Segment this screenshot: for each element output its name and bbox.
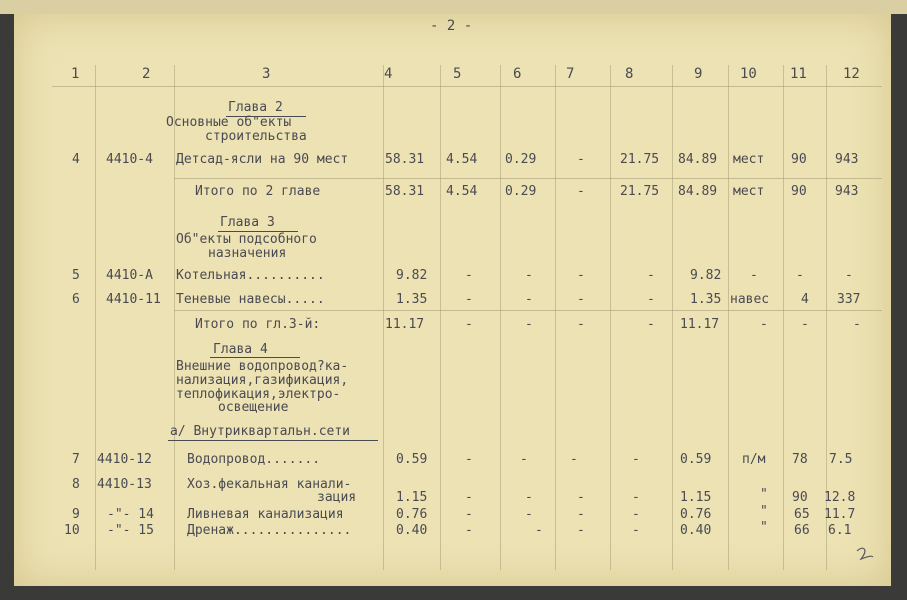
total-label: Итого по гл.3-й:	[195, 317, 321, 332]
column-header: 5	[453, 66, 462, 82]
column-header: 9	[694, 66, 703, 82]
object-name-cont: зация	[317, 490, 357, 505]
cell: 66	[794, 523, 810, 538]
row-number: 9	[72, 507, 80, 522]
row-number: 4	[72, 152, 80, 167]
cell: -	[632, 523, 640, 538]
cell: -	[465, 490, 473, 505]
column-header: 6	[513, 66, 522, 82]
object-code: 4410-12	[97, 452, 152, 467]
cell: -	[535, 523, 543, 538]
cell: -	[525, 292, 533, 307]
title-underline	[210, 357, 300, 358]
cell: -	[465, 452, 473, 467]
cell: -	[577, 184, 585, 199]
cell: -	[632, 490, 640, 505]
object-name: Детсад-ясли на 90 мест	[176, 152, 349, 167]
chapter-4-subtitle: нализация,газификация,	[176, 373, 349, 388]
column-header: 12	[843, 66, 860, 82]
cell: -	[570, 452, 578, 467]
cell: 0.59	[680, 452, 712, 467]
col-divider	[783, 65, 784, 570]
cell: -	[647, 292, 655, 307]
cell: 1.35	[690, 292, 722, 307]
col-divider	[610, 65, 611, 570]
cell: 4	[801, 292, 809, 307]
header-divider	[52, 86, 882, 87]
cell: 11.17	[680, 317, 720, 332]
col-divider	[174, 65, 175, 570]
col-divider	[555, 65, 556, 570]
cell: -	[750, 268, 758, 283]
cell: 90	[791, 152, 807, 167]
chapter-4-subtitle: Внешние водопровод?ка-	[176, 359, 349, 374]
cell: 90	[792, 490, 808, 505]
cell: "	[760, 487, 768, 502]
cell: 4.54	[446, 184, 478, 199]
chapter-2-subtitle: строительства	[205, 129, 307, 144]
total-label: Итого по 2 главе	[195, 184, 321, 199]
cell: "	[760, 504, 768, 519]
cell: -	[801, 317, 809, 332]
object-code: 4410-4	[106, 152, 153, 167]
cell: -	[465, 507, 473, 522]
cell: 1.35	[396, 292, 428, 307]
object-name: Хоз.фекальная канали-	[187, 477, 352, 492]
cell: 84.89	[678, 152, 718, 167]
cell: 0.29	[505, 184, 537, 199]
object-code: 4410-А	[106, 268, 153, 283]
row-number: 10	[64, 523, 80, 538]
object-name: Теневые навесы.....	[176, 292, 325, 307]
column-header: 1	[71, 66, 80, 82]
column-header: 10	[740, 66, 757, 82]
cell: -	[577, 507, 585, 522]
cell: -	[465, 268, 473, 283]
col-divider	[440, 65, 441, 570]
cell: 12.8	[824, 490, 856, 505]
chapter-4-title: Глава 4	[213, 342, 268, 357]
cell: -	[577, 292, 585, 307]
chapter-3-subtitle: Об"екты подсобного	[176, 232, 317, 247]
cell: -	[520, 452, 528, 467]
cell: 58.31	[385, 184, 425, 199]
column-header: 8	[625, 66, 634, 82]
cell: 0.29	[505, 152, 537, 167]
object-name: Котельная..........	[176, 268, 325, 283]
cell: 943	[835, 184, 859, 199]
column-header: 7	[566, 66, 575, 82]
cell: 9.82	[396, 268, 428, 283]
cell: -	[465, 292, 473, 307]
cell: 0.76	[396, 507, 428, 522]
cell: -	[577, 523, 585, 538]
col-divider	[500, 65, 501, 570]
cell: -	[853, 317, 861, 332]
chapter-4-subtitle: освещение	[218, 400, 289, 415]
cell: 84.89	[678, 184, 718, 199]
chapter-4-subtitle: теплофикация,электро-	[176, 387, 341, 402]
column-header: 3	[262, 66, 271, 82]
cell: 1.15	[680, 490, 712, 505]
cell: 21.75	[620, 184, 660, 199]
column-header: 11	[790, 66, 807, 82]
col-divider	[383, 65, 384, 570]
cell: 0.59	[396, 452, 428, 467]
row-divider	[174, 178, 882, 179]
cell: -	[577, 268, 585, 283]
cell: -	[525, 490, 533, 505]
row-number: 7	[72, 452, 80, 467]
row-number: 8	[72, 477, 80, 492]
row-divider	[174, 310, 882, 311]
chapter-2-title: Глава 2	[228, 100, 283, 115]
cell: -	[525, 507, 533, 522]
column-header: 2	[142, 66, 151, 82]
page-number: - 2 -	[430, 18, 473, 34]
cell: мест	[733, 152, 765, 167]
cell: 6.1	[828, 523, 852, 538]
object-code: 4410-13	[97, 477, 152, 492]
cell: -	[465, 523, 473, 538]
cell: 11.17	[385, 317, 425, 332]
cell: 1.15	[396, 490, 428, 505]
cell: -	[465, 317, 473, 332]
cell: 337	[837, 292, 861, 307]
object-code: -"- 14	[107, 507, 154, 522]
cell: мест	[733, 184, 765, 199]
cell: -	[577, 152, 585, 167]
cell: -	[845, 268, 853, 283]
col-divider	[728, 65, 729, 570]
cell: -	[632, 452, 640, 467]
object-name: Дренаж...............	[187, 523, 352, 538]
column-header: 4	[384, 66, 393, 82]
cell: 11.7	[824, 507, 856, 522]
cell: 943	[835, 152, 859, 167]
cell: 4.54	[446, 152, 478, 167]
cell: 65	[794, 507, 810, 522]
cell: -	[647, 268, 655, 283]
cell: 0.76	[680, 507, 712, 522]
cell: 7.5	[829, 452, 853, 467]
cell: -	[632, 507, 640, 522]
section-heading: а/ Внутриквартальн.сети	[170, 424, 351, 439]
cell: 90	[791, 184, 807, 199]
handwritten-mark-icon	[853, 543, 875, 565]
cell: п/м	[742, 452, 766, 467]
cell: -	[796, 268, 804, 283]
cell: -	[577, 317, 585, 332]
cell: 0.40	[396, 523, 428, 538]
cell: 78	[792, 452, 808, 467]
chapter-3-subtitle: назначения	[208, 246, 287, 261]
cell: 21.75	[620, 152, 660, 167]
cell: -	[760, 317, 768, 332]
object-code: 4410-11	[106, 292, 161, 307]
row-number: 6	[72, 292, 80, 307]
cell: -	[577, 490, 585, 505]
object-name: Водопровод.......	[187, 452, 321, 467]
object-code: -"- 15	[107, 523, 154, 538]
section-underline	[168, 440, 378, 441]
cell: 58.31	[385, 152, 425, 167]
chapter-3-title: Глава 3	[220, 215, 275, 230]
cell: "	[760, 520, 768, 535]
cell: -	[525, 268, 533, 283]
cell: -	[647, 317, 655, 332]
cell: навес	[730, 292, 770, 307]
chapter-2-subtitle: Основные об"екты	[166, 115, 292, 130]
cell: -	[525, 317, 533, 332]
cell: 0.40	[680, 523, 712, 538]
col-divider	[95, 65, 96, 570]
col-divider	[672, 65, 673, 570]
row-number: 5	[72, 268, 80, 283]
object-name: Ливневая канализация	[187, 507, 344, 522]
top-edge	[0, 0, 907, 14]
cell: 9.82	[690, 268, 722, 283]
